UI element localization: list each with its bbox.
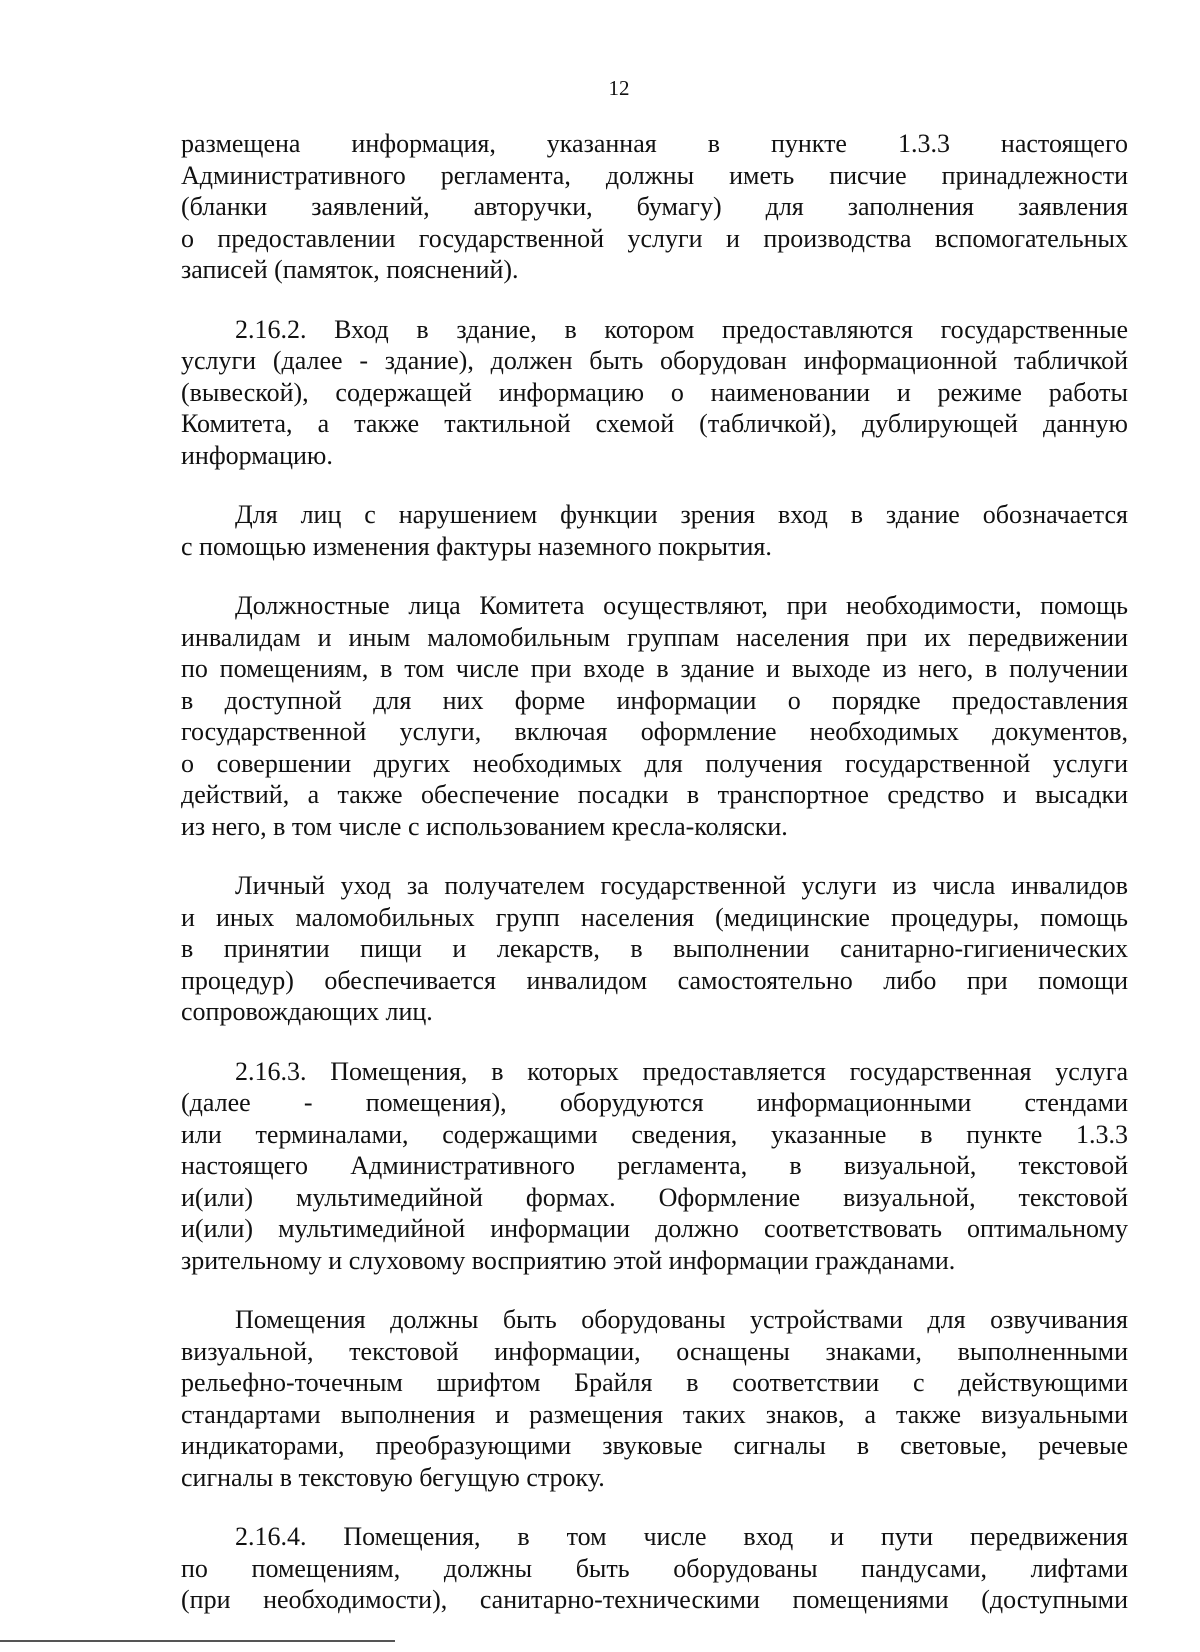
paragraph-2-16-2	[181, 314, 1128, 472]
text-line: действий, а также обеспечение посадки в транспортное средство и высадки	[181, 780, 1128, 809]
text-line: в принятии пищи и лекарств, в выполнении санитарно-гигиенических	[181, 934, 1128, 963]
text-line: Для лиц с нарушением функции зрения вход в здание обозначается	[235, 500, 1128, 529]
paragraph-2-16-4	[181, 1521, 1128, 1616]
paragraph-vision	[181, 499, 1128, 562]
text-line: размещена информация, указанная в пункте 1.3.3 настоящего	[181, 129, 1128, 158]
text-line: индикаторами, преобразующими звуковые сигналы в световые, речевые	[181, 1431, 1128, 1460]
text-line: сопровождающих лиц.	[181, 997, 433, 1026]
text-line: по помещениям, должны быть оборудованы пандусами, лифтами	[181, 1553, 1128, 1583]
text-line: Помещения должны быть оборудованы устройствами для озвучивания	[235, 1305, 1128, 1334]
paragraph-2-16-3	[181, 1056, 1128, 1277]
paragraph-personal-care	[181, 870, 1128, 1028]
text-line: 2.16.2. Вход в здание, в котором предоставляются государственные	[235, 314, 1128, 344]
text-line: Комитета, а также тактильной схемой (табличкой), дублирующей данную	[181, 409, 1128, 438]
text-line: (далее - помещения), оборудуются информационными стендами	[181, 1088, 1128, 1117]
text-line: визуальной, текстовой информации, оснащены знаками, выполненными	[181, 1336, 1128, 1366]
paragraph-officials	[181, 590, 1128, 842]
text-line: государственной услуги, включая оформление необходимых документов,	[181, 717, 1128, 746]
text-line: из него, в том числе с использованием кресла-коляски.	[181, 811, 788, 841]
text-line: записей (памяток, пояснений).	[181, 255, 519, 284]
text-line: или терминалами, содержащими сведения, указанные в пункте 1.3.3	[181, 1119, 1128, 1149]
text-line: зрительному и слуховому восприятию этой информации гражданами.	[181, 1245, 956, 1275]
paragraph-1	[181, 128, 1128, 286]
text-line: 2.16.4. Помещения, в том числе вход и пути передвижения	[235, 1522, 1128, 1551]
text-line: и(или) мультимедийной информации должно соответствовать оптимальному	[181, 1214, 1128, 1243]
text-line: Должностные лица Комитета осуществляют, при необходимости, помощь	[235, 591, 1128, 620]
text-line: и иных маломобильных групп населения (медицинские процедуры, помощь	[181, 902, 1128, 932]
text-line: Личный уход за получателем государственной услуги из числа инвалидов	[235, 871, 1128, 900]
text-line: стандартами выполнения и размещения таких знаков, а также визуальными	[181, 1399, 1128, 1429]
text-line: по помещениям, в том числе при входе в здание и выходе из него, в получении	[181, 654, 1128, 683]
text-line: услуги (далее - здание), должен быть оборудован информационной табличкой	[181, 346, 1128, 375]
text-line: настоящего Административного регламента, в визуальной, текстовой	[181, 1151, 1128, 1180]
text-line: (бланки заявлений, авторучки, бумагу) для заполнения заявления	[181, 192, 1128, 221]
text-line: процедур) обеспечивается инвалидом самостоятельно либо при помощи	[181, 965, 1128, 995]
text-line: в доступной для них форме информации о порядке предоставления	[181, 685, 1128, 715]
text-line: информацию.	[181, 440, 333, 470]
document-body	[181, 128, 1128, 1644]
page-number: 12	[608, 76, 630, 100]
text-line: о совершении других необходимых для получения государственной услуги	[181, 748, 1128, 778]
text-line: (вывеской), содержащей информацию о наименовании и режиме работы	[181, 377, 1128, 407]
paragraph-sound-devices	[181, 1304, 1128, 1493]
text-line: Административного регламента, должны иметь писчие принадлежности	[181, 160, 1128, 190]
text-line: с помощью изменения фактуры наземного покрытия.	[181, 531, 772, 561]
text-line: рельефно-точечным шрифтом Брайля в соответствии с действующими	[181, 1368, 1128, 1397]
text-line: 2.16.3. Помещения, в которых предоставляется государственная услуга	[235, 1056, 1128, 1086]
footer-divider	[0, 1640, 395, 1642]
text-line: и(или) мультимедийной формах. Оформление визуальной, текстовой	[181, 1182, 1128, 1212]
text-line: инвалидам и иным маломобильным группам населения при их передвижении	[181, 622, 1128, 652]
text-line: (при необходимости), санитарно-техническими помещениями (доступными	[181, 1585, 1128, 1614]
text-line: о предоставлении государственной услуги и производства вспомогательных	[181, 223, 1128, 253]
text-line: сигналы в текстовую бегущую строку.	[181, 1462, 605, 1492]
